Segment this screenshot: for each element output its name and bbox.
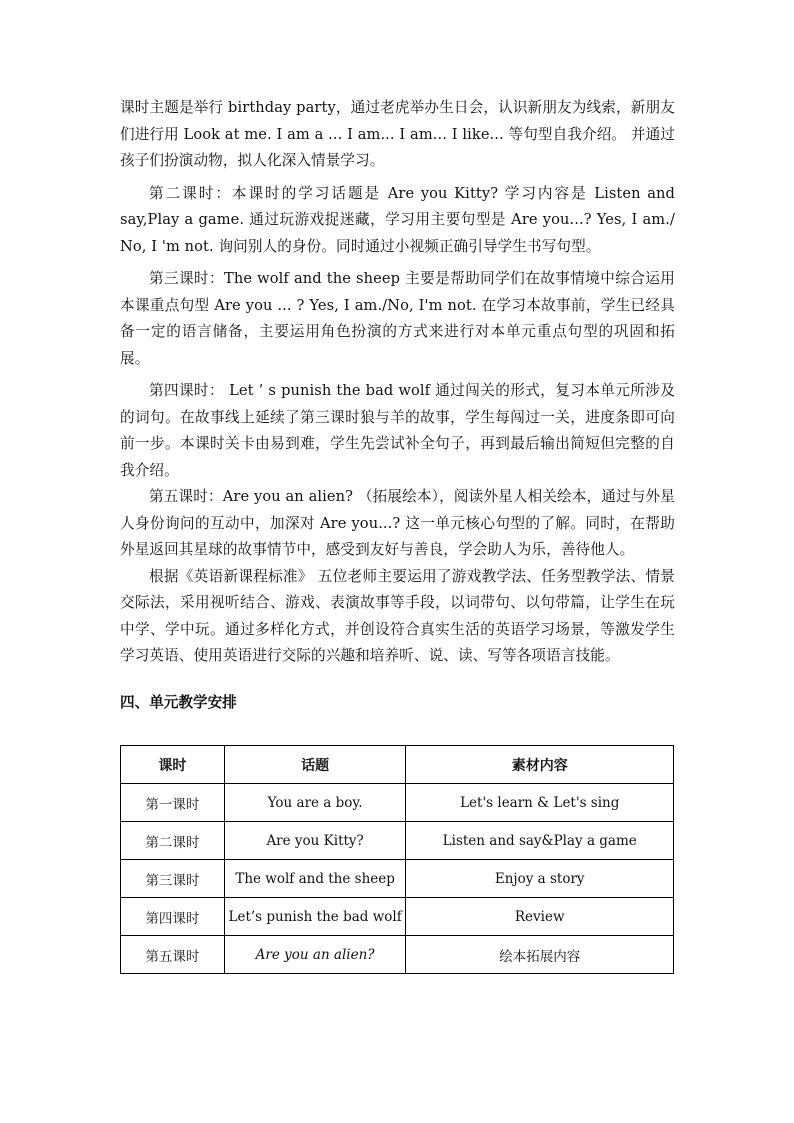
paragraph-lesson2: 第二课时：本课时的学习话题是 Are you Kitty? 学习内容是 Listen and say,Play a game. 通过玩游戏捉迷藏，学习用主要句型是 Are you...? Yes, I am./ No, I 'm not. 询问别人的身份。同时通过小视频正确引导学生书写句型。 — [120, 184, 675, 255]
cell-material: Enjoy a story — [406, 860, 674, 898]
cell-topic: The wolf and the sheep — [224, 860, 406, 898]
cell-lesson: 第五课时 — [121, 936, 225, 974]
document-body — [120, 95, 675, 716]
paragraph-lesson4: 第四课时： Let ’ s punish the bad wolf 通过闯关的形式，复习本单元所涉及的词句。在故事线上延续了第三课时狼与羊的故事，学生每闯过一关，进度条即可向前一步。本课时关卡由易到难，学生先尝试补全句子，再到最后输出简短但完整的自我介绍。 — [120, 382, 675, 479]
cell-topic: Are you Kitty? — [224, 822, 406, 860]
cell-topic: You are a boy. — [224, 784, 406, 822]
header-lesson: 课时 — [121, 746, 225, 784]
table-header-row — [121, 746, 674, 784]
header-topic: 话题 — [224, 746, 406, 784]
table-row — [121, 860, 674, 898]
table-row — [121, 936, 674, 974]
cell-topic: Are you an alien? — [224, 936, 406, 974]
cell-material: Listen and say&Play a game — [406, 822, 674, 860]
cell-material: Let's learn & Let's sing — [406, 784, 674, 822]
cell-lesson: 第三课时 — [121, 860, 225, 898]
section-heading: 四、单元教学安排 — [120, 693, 237, 711]
table-row — [121, 898, 674, 936]
cell-lesson: 第四课时 — [121, 898, 225, 936]
paragraph-lesson1-summary: 课时主题是举行 birthday party，通过老虎举办生日会，认识新朋友为线索，新朋友们进行用 Look at me. I am a ... I am... I am... I like... 等句型自我介绍。 并通过孩子们扮演动物，拟人化深入情景学习。 — [120, 99, 675, 169]
paragraph-lesson5: 第五课时：Are you an alien? （拓展绘本），阅读外星人相关绘本，通过与外星人身份询问的互动中，加深对 Are you...? 这一单元核心句型的了解。同时，在帮助外星返回其星球的故事情节中，感受到友好与善良，学会助人为乐，善待他人。 — [120, 488, 675, 558]
cell-material: 绘本拓展内容 — [406, 936, 674, 974]
cell-lesson: 第一课时 — [121, 784, 225, 822]
paragraph-lesson3: 第三课时：The wolf and the sheep 主要是帮助同学们在故事情境中综合运用本课重点句型 Are you ... ? Yes, I am./No, I'm not. 在学习本故事前，学生已经具备一定的语言储备，主要运用角色扮演的方式来进行对本单元重点句型的巩固和拓展。 — [120, 270, 675, 367]
header-material: 素材内容 — [406, 746, 674, 784]
cell-topic: Let’s punish the bad wolf — [224, 898, 406, 936]
table-row — [121, 784, 674, 822]
cell-lesson: 第二课时 — [121, 822, 225, 860]
table-row — [121, 822, 674, 860]
unit-schedule-table — [120, 745, 674, 974]
cell-material: Review — [406, 898, 674, 936]
paragraph-methods: 根据《英语新课程标准》 五位老师主要运用了游戏教学法、任务型教学法、情景交际法，采用视听结合、游戏、表演故事等手段，以词带句、以句带篇，让学生在玩中学、学中玩。通过多样化方式，并创设符合真实生活的英语学习场景，等激发学生学习英语、使用英语进行交际的兴趣和培养听、说、读、写等各项语言技能。 — [120, 567, 675, 664]
